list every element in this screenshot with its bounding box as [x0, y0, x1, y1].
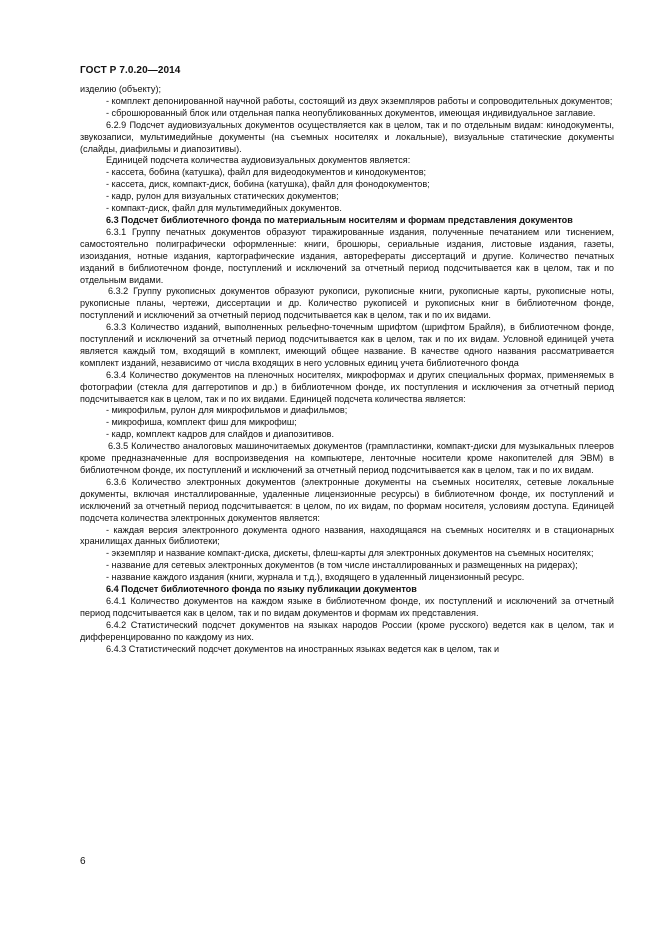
- section-heading: 6.3 Подсчет библиотечного фонда по материальным носителям и формам представления документов: [106, 214, 573, 225]
- paragraph: - кадр, рулон для визуальных статических документов;: [106, 191, 339, 202]
- paragraph: - кадр, комплект кадров для слайдов и диапозитивов.: [106, 429, 335, 440]
- paragraph: - компакт-диск, файл для мультимедийных документов.: [106, 203, 342, 214]
- paragraph: 6.3.2 Группу рукописных документов образуют рукописи, рукописные книги, рукописные карты, рукописные ноты, рукописные планы, чертежи, диссертации и др. Количество рукописей и рукописных книг в библиотечном фонде, поступлений и исключений за отчетный период подсчитывается как в целом, так и по их видами.: [80, 286, 614, 321]
- page-number: 6: [80, 856, 86, 867]
- document-header: ГОСТ Р 7.0.20—2014: [80, 65, 181, 76]
- paragraph: - название для сетевых электронных документов (в том числе инсталлированных и размещенных на ридерах);: [106, 560, 578, 571]
- paragraph: 6.4.3 Статистический подсчет документов на иностранных языках ведется как в целом, так и: [106, 643, 500, 654]
- paragraph: - кассета, диск, компакт-диск, бобина (катушка), файл для фонодокументов;: [106, 179, 430, 190]
- paragraph: - микрофильм, рулон для микрофильмов и диафильмов;: [106, 405, 348, 416]
- paragraph: 6.3.5 Количество аналоговых машиночитаемых документов (грампластинки, компакт-диски для музыкальных плееров кроме предназначенные для воспроизведения на компьютере, ленточные носители кроме накопителей для ЭВМ) в библиотечном фонде, их поступлений и исключений за отчетный период подсчитывается как в целом, так и по их видам.: [80, 441, 614, 475]
- paragraph: 6.4.1 Количество документов на каждом языке в библиотечном фонде, их поступлений и исключений за отчетный период подсчитывается как в целом, так и по видам документов и формам их представления.: [80, 595, 614, 618]
- paragraph: - экземпляр и название компакт-диска, дискеты, флеш-карты для электронных документов на съемных носителях;: [106, 548, 594, 559]
- paragraph: - каждая версия электронного документа одного названия, находящаяся на съемных носителях и в стационарных хранилищах данных библиотеки;: [80, 524, 614, 547]
- paragraph: 6.3.4 Количество документов на пленочных носителях, микроформах и других специальных формах, применяемых в фотографии (стекла для даггеротипов и др.) в библиотечном фонде, их поступления и исключения за отчетный период подсчитывается как в целом, так и по их видами. Единицей подсчета количества является:: [80, 369, 614, 404]
- paragraph: - кассета, бобина (катушка), файл для видеодокументов и кинодокументов;: [106, 167, 427, 178]
- document-body: [80, 84, 614, 656]
- paragraph: Единицей подсчета количества аудиовизуальных документов является:: [106, 155, 411, 166]
- paragraph: 6.2.9 Подсчет аудиовизуальных документов осуществляется как в целом, так и по отдельным видам: кинодокументы, звукозаписи, мультимедийные документы (на съемных носителях и локальные), визуальные статические документы (слайды, диафильмы и диапозитивы).: [80, 119, 614, 154]
- section-heading: 6.4 Подсчет библиотечного фонда по языку публикации документов: [106, 584, 417, 595]
- paragraph: - название каждого издания (книги, журнала и т.д.), входящего в удаленный лицензионный ресурс.: [106, 572, 525, 583]
- paragraph: - микрофиша, комплект фиш для микрофиш;: [106, 417, 297, 428]
- paragraph: 6.4.2 Статистический подсчет документов на языках народов России (кроме русского) ведется как в целом, так и дифференцированно по каждому из них.: [80, 619, 614, 642]
- paragraph: 6.3.1 Группу печатных документов образуют тиражированные издания, полученные печатанием или тиснением, самостоятельно полиграфически оформленные: книги, брошюры, сериальные издания, листовые издания, газеты, изоиздания, нотные издания, картографические издания, авторефераты диссертаций и другие. Количество печатных изданий в библиотечном фонде, поступлений и исключений за отчетный период подсчитывается как в целом, так и по отдельным видами.: [80, 226, 614, 285]
- paragraph: изделию (объекту);: [80, 84, 162, 94]
- paragraph: - комплект депонированной научной работы, состоящий из двух экземпляров работы и сопроводительных документов;: [106, 95, 613, 106]
- paragraph: - сброшюрованный блок или отдельная папка неопубликованных документов, имеющая индивидуальное заглавие.: [106, 107, 596, 118]
- paragraph: 6.3.3 Количество изданий, выполненных рельефно-точечным шрифтом (шрифтом Брайля), в библиотечном фонде, поступлений и исключений за отчетный период подсчитывается как в целом, так и по их видам. Условной единицей учета является каждый том, входящий в комплект, имеющий общее название. В качестве одного названия рассматривается комплект изданий, независимо от числа входящих в него условных единиц учета библиотечного фонда: [80, 322, 614, 368]
- paragraph: 6.3.6 Количество электронных документов (электронные документы на съемных носителях, сетевые локальные документы, включая инсталлированные, удаленные лицензионные ресурсы) в библиотечном фонде, их поступлений и исключений за отчетный период подсчитывается: в целом, по их видам, по формам носителя, условиям доступа. Единицей подсчета количества электронных документов является:: [80, 476, 614, 523]
